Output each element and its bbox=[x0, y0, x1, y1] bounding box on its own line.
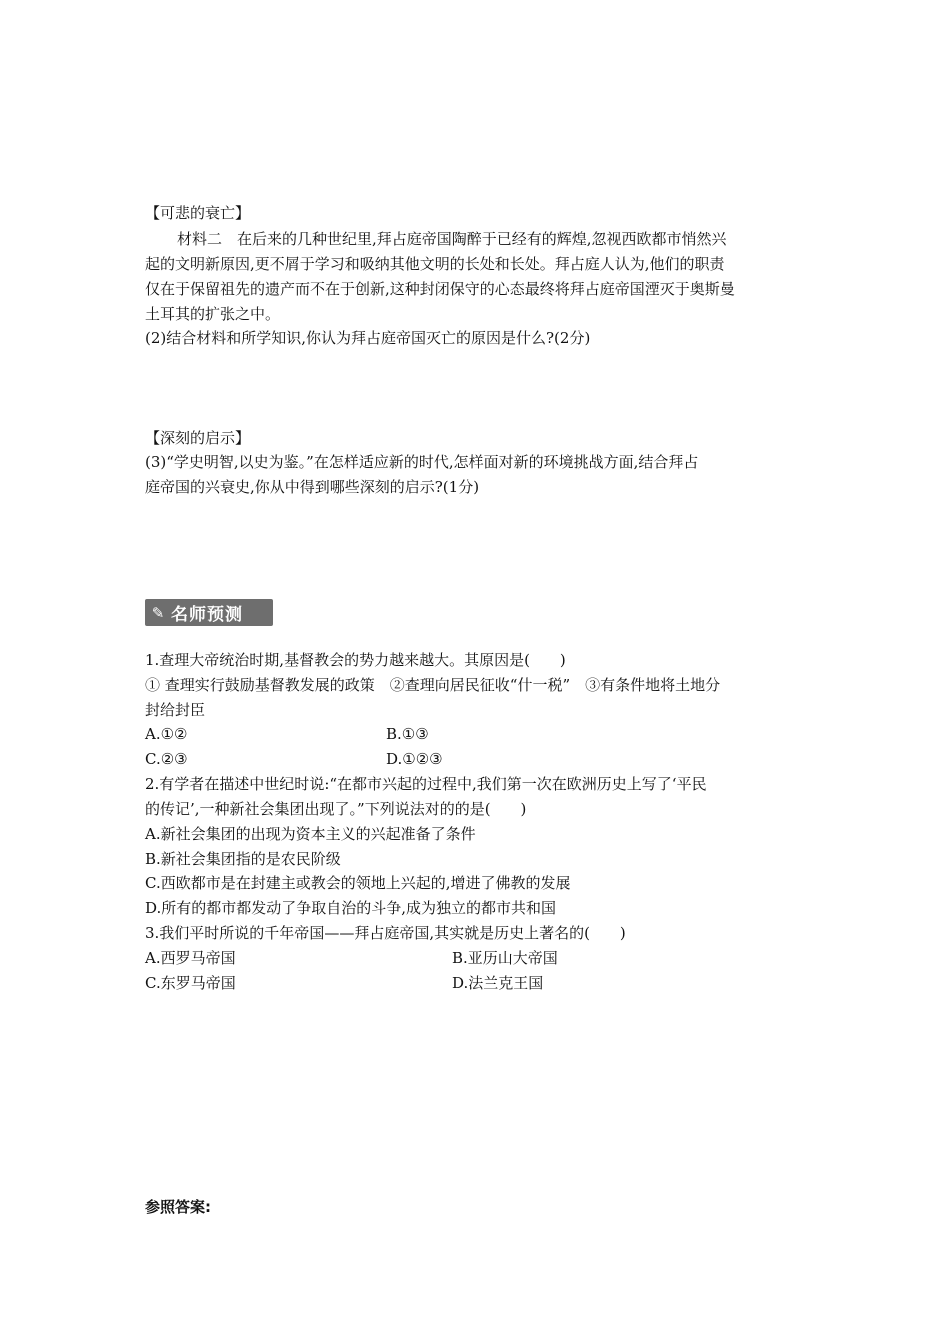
mcq-1-stem: 1.查理大帝统治时期,基督教会的势力越来越大。其原因是( ) bbox=[145, 651, 566, 669]
mcq-2-option-a: A.新社会集团的出现为资本主义的兴起准备了条件 bbox=[145, 825, 476, 843]
mcq-3-option-c: C.东罗马帝国 bbox=[145, 974, 236, 992]
mcq-2-option-b: B.新社会集团指的是农民阶级 bbox=[145, 850, 341, 868]
mcq-3-option-b: B.亚历山大帝国 bbox=[452, 949, 558, 967]
mcq-3-stem: 3.我们平时所说的千年帝国——拜占庭帝国,其实就是历史上著名的( ) bbox=[145, 924, 626, 942]
section-header-insight: 【深刻的启示】 bbox=[145, 429, 251, 447]
teacher-prediction-banner bbox=[145, 599, 273, 626]
section-header-decline: 【可悲的衰亡】 bbox=[145, 204, 251, 222]
material-line: 土耳其的扩张之中。 bbox=[145, 305, 281, 323]
answer-label: 参照答案: bbox=[145, 1198, 211, 1216]
banner-label: 名师预测 bbox=[171, 605, 243, 625]
material-line: 材料二 在后来的几种世纪里,拜占庭帝国陶醉于已经有的辉煌,忽视西欧都市悄然兴 bbox=[177, 230, 727, 248]
mcq-1-option-c: C.②③ bbox=[145, 750, 188, 768]
question-3-line: (3)“学史明智,以史为鉴。”在怎样适应新的时代,怎样面对新的环境挑战方面,结合拜占 bbox=[145, 453, 699, 471]
mcq-1-option-d: D.①②③ bbox=[386, 750, 443, 768]
mcq-3-option-d: D.法兰克王国 bbox=[452, 974, 544, 992]
mcq-1-option-b: B.①③ bbox=[386, 725, 429, 743]
material-line: 仅在于保留祖先的遗产而不在于创新,这种封闭保守的心态最终将拜占庭帝国湮灭于奥斯曼 bbox=[145, 280, 735, 298]
mcq-1-statements: 封给封臣 bbox=[145, 701, 206, 719]
pencil-ruler-icon: ✎ bbox=[151, 603, 165, 622]
material-line: 起的文明新原因,更不屑于学习和吸纳其他文明的长处和长处。拜占庭人认为,他们的职责 bbox=[145, 255, 725, 273]
mcq-2-option-d: D.所有的都市都发动了争取自治的斗争,成为独立的都市共和国 bbox=[145, 899, 557, 917]
mcq-3-option-a: A.西罗马帝国 bbox=[145, 949, 236, 967]
mcq-2-stem: 2.有学者在描述中世纪时说:“在都市兴起的过程中,我们第一次在欧洲历史上写了‘平民 bbox=[145, 775, 707, 793]
mcq-1-option-a: A.①② bbox=[145, 725, 188, 743]
mcq-2-stem: 的传记’,一种新社会集团出现了。”下列说法对的的是( ) bbox=[145, 800, 527, 818]
mcq-2-option-c: C.西欧都市是在封建主或教会的领地上兴起的,增进了佛教的发展 bbox=[145, 874, 571, 892]
question-2: (2)结合材料和所学知识,你认为拜占庭帝国灭亡的原因是什么?(2分) bbox=[145, 329, 591, 347]
mcq-1-statements: ① 查理实行鼓励基督教发展的政策 ②查理向居民征收“什一税” ③有条件地将土地分 bbox=[145, 676, 721, 694]
question-3-line: 庭帝国的兴衰史,你从中得到哪些深刻的启示?(1分) bbox=[145, 478, 480, 496]
